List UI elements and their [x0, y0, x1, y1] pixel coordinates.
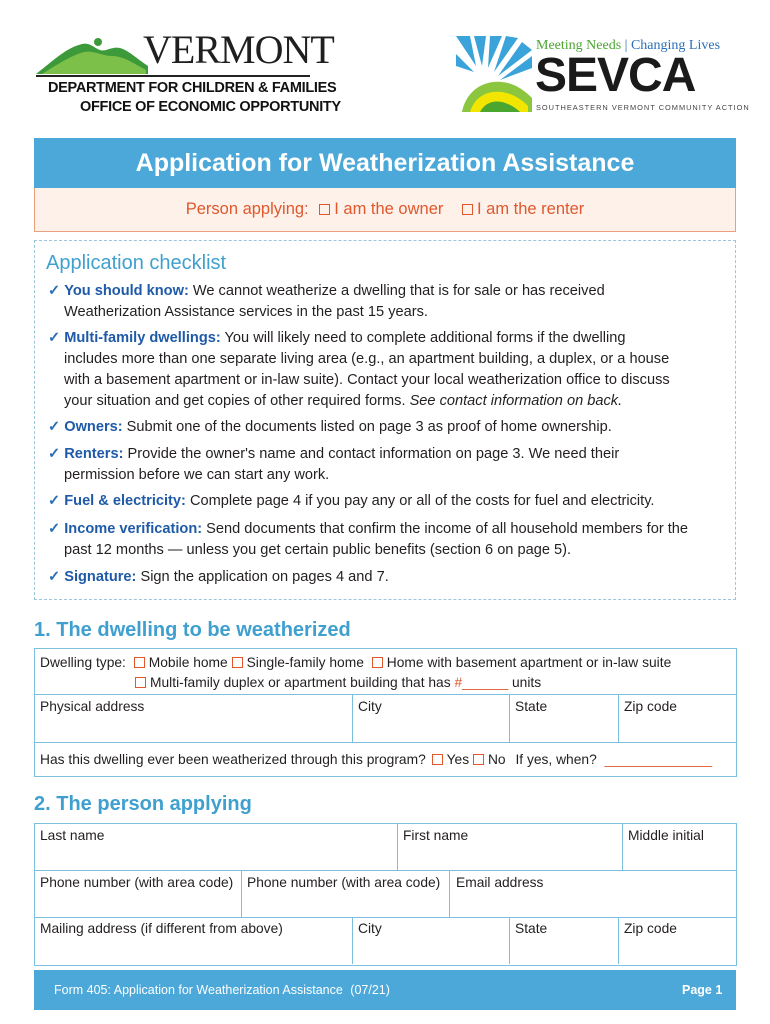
divider — [618, 694, 619, 742]
checkmark-icon: ✓ — [48, 521, 61, 537]
mailing-state-field[interactable]: State — [515, 921, 548, 936]
checklist-item-signature: ✓ Signature: Sign the application on pages 4 and 7. — [48, 569, 389, 585]
divider — [509, 917, 510, 964]
multi-family-row: Multi-family duplex or apartment building that has #______ units — [135, 675, 541, 690]
divider — [34, 742, 736, 743]
divider — [352, 917, 353, 964]
weatherized-question: Has this dwelling ever been weatherized through this program? — [40, 752, 426, 767]
page-title: Application for Weatherization Assistance — [135, 149, 635, 177]
checklist-item-income: ✓ Income verification: Send documents that confirm the income of all household members for the past 12 months — unless you get certain public benefits (section 6 on page 5). — [48, 521, 689, 558]
middle-initial-field[interactable]: Middle initial — [628, 828, 704, 843]
vermont-office: OFFICE OF ECONOMIC OPPORTUNITY — [80, 99, 341, 115]
dwelling-type-label: Dwelling type: — [40, 655, 126, 670]
state-field[interactable]: State — [515, 699, 548, 714]
divider — [34, 694, 736, 695]
checklist-item-know: ✓ You should know: We cannot weatherize a dwelling that is for sale or has received Weatherization Assistance services in the past 15 years. — [48, 283, 605, 320]
if-yes-label: If yes, when? — [515, 752, 597, 767]
divider — [397, 823, 398, 870]
sevca-tagline-1: Meeting Needs — [536, 38, 622, 53]
units-blank[interactable]: #______ — [454, 675, 509, 690]
checkmark-icon: ✓ — [48, 569, 61, 585]
sevca-tagline-2: Changing Lives — [630, 38, 721, 53]
physical-address-field[interactable]: Physical address — [40, 699, 145, 714]
zip-field[interactable]: Zip code — [624, 699, 677, 714]
checklist-item-fuel: ✓ Fuel & electricity: Complete page 4 if you pay any or all of the costs for fuel and electricity. — [48, 493, 655, 509]
multi-family-checkbox[interactable] — [135, 677, 146, 688]
mailing-city-field[interactable]: City — [358, 921, 382, 936]
sevca-wordmark: SEVCA — [535, 49, 696, 102]
checkbox-icon[interactable] — [462, 204, 473, 215]
owner-checkbox[interactable] — [319, 200, 443, 218]
divider — [34, 870, 736, 871]
person-applying-label: Person applying: — [185, 200, 309, 218]
form-number: Form 405: Application for Weatherization Assistance (07/21) — [54, 983, 390, 997]
vermont-mountain-logo — [36, 34, 148, 78]
sevca-sunburst-logo — [456, 36, 532, 112]
applicant-form — [34, 823, 737, 966]
checklist-item-renters: ✓ Renters: Provide the owner's name and contact information on page 3. We need their permission before we can start any work. — [48, 446, 620, 483]
sevca-subtitle: SOUTHEASTERN VERMONT COMMUNITY ACTION — [536, 103, 750, 112]
section-2-heading: 2. The person applying — [34, 793, 252, 815]
mailing-address-field[interactable]: Mailing address (if different from above) — [40, 921, 283, 936]
vermont-wordmark: VERMONT — [143, 27, 334, 72]
checkmark-icon: ✓ — [48, 283, 61, 299]
divider — [352, 694, 353, 742]
divider — [509, 694, 510, 742]
phone-1-field[interactable]: Phone number (with area code) — [40, 875, 234, 890]
city-field[interactable]: City — [358, 699, 382, 714]
divider — [241, 870, 242, 917]
checkmark-icon: ✓ — [48, 493, 61, 509]
when-field[interactable]: ______________ — [604, 752, 713, 767]
person-applying-row — [34, 200, 736, 219]
first-name-field[interactable]: First name — [403, 828, 469, 843]
page-number: Page 1 — [682, 983, 723, 997]
renter-label: I am the renter — [476, 200, 585, 218]
checkmark-icon: ✓ — [48, 419, 61, 435]
yes-checkbox[interactable] — [432, 754, 443, 765]
checklist-item-owners: ✓ Owners: Submit one of the documents listed on page 3 as proof of home ownership. — [48, 419, 612, 435]
checklist-item-multifamily: ✓ Multi-family dwellings: You will likely need to complete additional forms if the dwelling includes more than one separate living area (e.g., an apartment building, a duplex, or a house with a basement apartment or in-law suite). Contact your local weatherization office to discuss your situation and get copies of other required forms. See contact information on back. — [48, 330, 670, 409]
section-1-heading: 1. The dwelling to be weatherized — [34, 619, 351, 641]
single-family-checkbox[interactable] — [232, 657, 243, 668]
divider — [34, 917, 736, 918]
divider — [618, 917, 619, 964]
checkmark-icon: ✓ — [48, 330, 61, 346]
renter-checkbox[interactable] — [462, 200, 584, 218]
sevca-tagline-sep: | — [624, 38, 628, 53]
basement-apartment-checkbox[interactable] — [372, 657, 383, 668]
mobile-home-checkbox[interactable] — [134, 657, 145, 668]
dwelling-type-row: Dwelling type: Mobile home Single-family home Home with basement apartment or in-law suite — [40, 655, 672, 670]
phone-2-field[interactable]: Phone number (with area code) — [247, 875, 441, 890]
divider — [449, 870, 450, 917]
divider — [622, 823, 623, 870]
vermont-rule — [36, 75, 310, 77]
checklist-title: Application checklist — [46, 252, 227, 274]
vermont-department: DEPARTMENT FOR CHILDREN & FAMILIES — [48, 80, 337, 96]
checkmark-icon: ✓ — [48, 446, 61, 462]
mailing-zip-field[interactable]: Zip code — [624, 921, 677, 936]
owner-label: I am the owner — [334, 200, 444, 218]
no-checkbox[interactable] — [473, 754, 484, 765]
checkbox-icon[interactable] — [319, 204, 330, 215]
weatherized-question-row: Has this dwelling ever been weatherized through this program? Yes No If yes, when? ______________ — [40, 752, 713, 767]
email-field[interactable]: Email address — [456, 875, 544, 890]
last-name-field[interactable]: Last name — [40, 828, 105, 843]
